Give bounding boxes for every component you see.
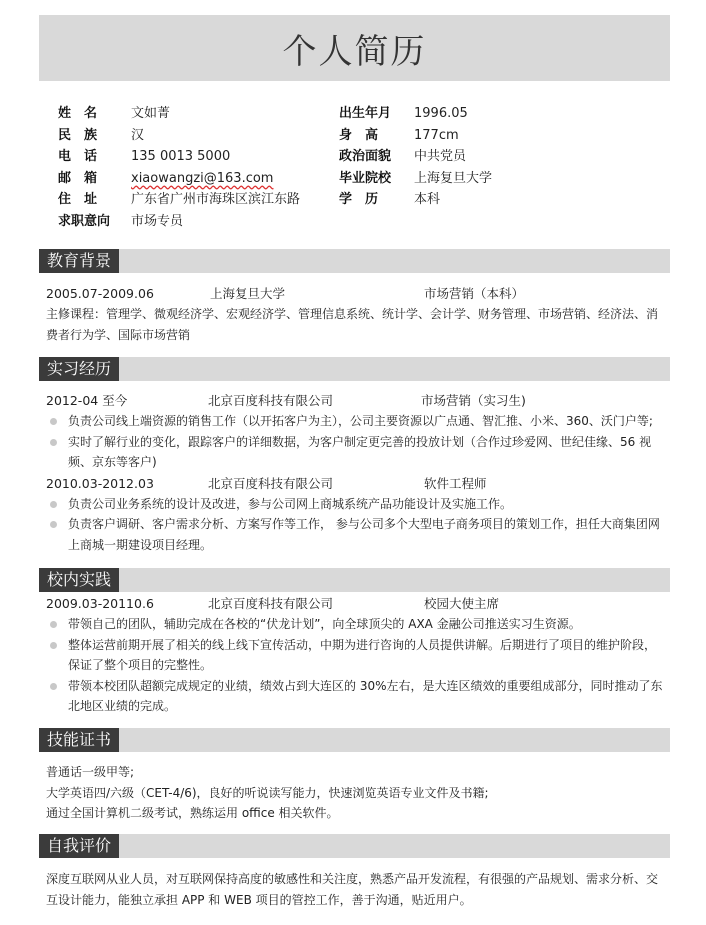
personal-info <box>58 103 658 233</box>
info-row <box>58 125 658 147</box>
info-value: 上海复旦大学 <box>414 170 493 186</box>
education-block <box>46 283 666 345</box>
info-value: 中共党员 <box>414 149 467 165</box>
info-label: 学 历 <box>339 192 379 208</box>
info-value: 本科 <box>414 192 441 208</box>
section-self-header <box>39 834 670 858</box>
info-row <box>58 211 658 233</box>
skill-line: 通过全国计算机二级考试，熟练运用 office 相关软件。 <box>46 806 339 820</box>
info-value: 市场专员 <box>131 213 184 229</box>
title-band <box>39 15 670 81</box>
section-title: 实习经历 <box>39 357 119 381</box>
info-value: 177cm <box>414 127 459 143</box>
skills-block <box>46 762 666 824</box>
email-value: xiaowangzi@163.com <box>131 170 274 186</box>
self-evaluation-block <box>46 869 666 910</box>
info-row <box>58 189 658 211</box>
period: 2012-04 至今 <box>46 393 128 408</box>
education-header-row <box>46 283 666 304</box>
info-value: 广东省广州市海珠区滨江东路 <box>131 192 301 208</box>
info-label: 身 高 <box>339 127 379 143</box>
period: 2005.07-2009.06 <box>46 286 154 301</box>
section-education-header <box>39 249 670 273</box>
info-label: 住 址 <box>58 192 98 208</box>
list-item: 整体运营前期开展了相关的线上线下宣传活动，中期为进行咨询的人员提供讲解。后期进行了项目的维护阶段，保证了整个项目的完整性。 <box>46 635 666 676</box>
list-item: 实时了解行业的变化，跟踪客户的详细数据，为客户制定更完善的投放计划（合作过珍爱网、世纪佳缘、56 视频、京东等客户) <box>46 432 666 473</box>
info-label: 电 话 <box>58 149 98 165</box>
section-campus-header <box>39 568 670 592</box>
info-label: 姓 名 <box>58 106 98 121</box>
info-row <box>58 146 658 168</box>
info-value: 文如菁 <box>131 106 171 121</box>
list-item: 负责公司业务系统的设计及改进，参与公司网上商城系统产品功能设计及实施工作。 <box>46 494 666 515</box>
section-title: 校内实践 <box>39 568 119 592</box>
info-label: 邮 箱 <box>58 170 98 186</box>
campus-duties <box>46 614 666 717</box>
job-duties <box>46 411 666 473</box>
info-label: 毕业院校 <box>339 170 392 186</box>
list-item: 负责客户调研、客户需求分析、方案写作等工作， 参与公司多个大型电子商务项目的策划工作，担任大商集团网上商城一期建设项目经理。 <box>46 514 666 555</box>
self-evaluation-text: 深度互联网从业人员，对互联网保持高度的敏感性和关注度，熟悉产品开发流程，有很强的产品规划、需求分析、交互设计能力，能独立承担 APP 和 WEB 项目的管控工作，善于沟通，贴近用户。 <box>46 872 659 907</box>
company: 北京百度科技有限公司 <box>208 393 334 408</box>
role: 市场营销（实习生) <box>421 393 526 408</box>
campus-block <box>46 593 666 717</box>
section-skills-header <box>39 728 670 752</box>
courses-text: 主修课程：管理学、微观经济学、宏观经济学、管理信息系统、统计学、会计学、财务管理、市场营销、经济法、消费者行为学、国际市场营销 <box>46 307 659 342</box>
info-label: 求职意向 <box>58 213 111 229</box>
skill-line: 普通话一级甲等; <box>46 765 135 779</box>
info-label: 出生年月 <box>339 106 392 121</box>
info-value: 汉 <box>131 127 145 143</box>
period: 2010.03-2012.03 <box>46 475 154 491</box>
section-title: 技能证书 <box>39 728 119 752</box>
role: 软件工程师 <box>424 475 487 491</box>
section-internship-header <box>39 357 670 381</box>
skill-line: 大学英语四/六级（CET-4/6)，良好的听说读写能力，快速浏览英语专业文件及书籍; <box>46 785 489 800</box>
list-item: 带领自己的团队，辅助完成在各校的“伏龙计划”，向全球顶尖的 AXA 金融公司推送实习生资源。 <box>46 614 666 635</box>
organization: 北京百度科技有限公司 <box>208 596 334 611</box>
list-item: 带领本校团队超额完成规定的业绩，绩效占到大连区的 30%左右，是大连区绩效的重要组成部分，同时推动了东北地区业绩的完成。 <box>46 676 666 717</box>
info-row <box>58 103 658 125</box>
info-value: 135 0013 5000 <box>131 149 231 165</box>
info-label: 政治面貌 <box>339 149 392 165</box>
info-value: 1996.05 <box>414 106 468 121</box>
info-row <box>58 168 658 190</box>
info-label: 民 族 <box>58 127 98 143</box>
school: 上海复旦大学 <box>210 286 286 301</box>
page-title: 个人简历 <box>282 31 427 72</box>
period: 2009.03-20110.6 <box>46 596 154 611</box>
list-item: 负责公司线上端资源的销售工作（以开拓客户为主），公司主要资源以广点通、智汇推、小米、360、沃门户等; <box>46 411 666 432</box>
campus-header-row <box>46 593 666 614</box>
job-duties <box>46 494 666 556</box>
company: 北京百度科技有限公司 <box>208 475 334 491</box>
role: 校园大使主席 <box>424 596 500 611</box>
section-title: 自我评价 <box>39 834 119 858</box>
section-title: 教育背景 <box>39 249 119 273</box>
job-header-row <box>46 390 666 411</box>
internship-block <box>46 390 666 555</box>
job-header-row <box>46 473 666 494</box>
major: 市场营销（本科） <box>424 286 525 301</box>
